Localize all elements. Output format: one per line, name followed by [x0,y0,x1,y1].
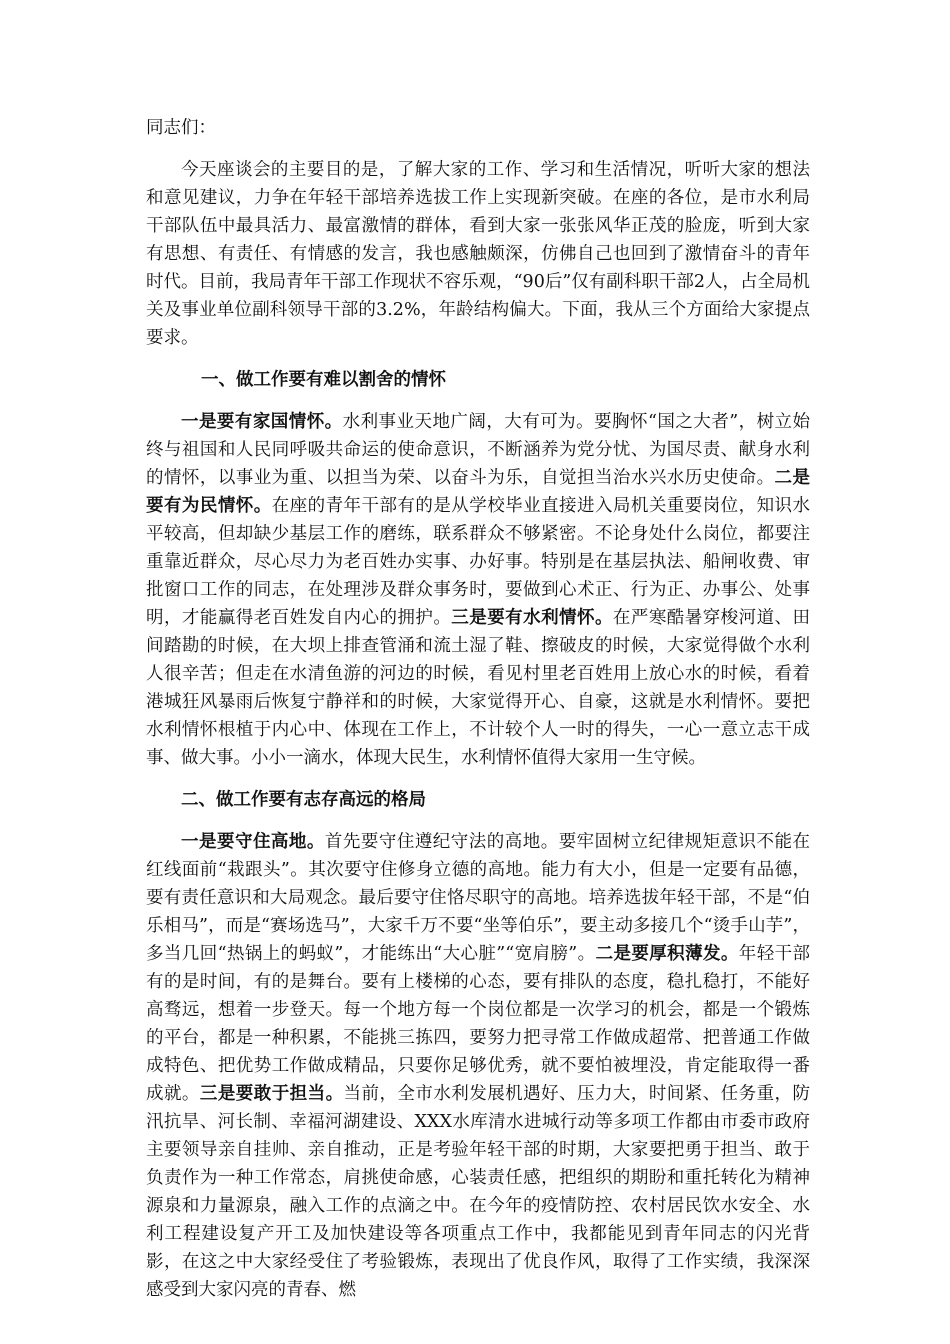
section-2-heading: 二、做工作要有志存高远的格局 [181,790,426,810]
intro-paragraph: 今天座谈会的主要目的是，了解大家的工作、学习和生活情况，听听大家的想法和意见建议，力争在年轻干部培养选拔工作上实现新突破。在座的各位，是市水利局干部队伍中最具活力、最富激情的群体，看到大家一张张风华正茂的脸庞，听到大家有思想、有责任、有情感的发言，我也感触颇深，仿佛自己也回到了激情奋斗的青年时代。目前，我局青年干部工作现状不容乐观，“90后”仅有副科职干部2人，占全局机关及事业单位副科领导干部的3.2%，年龄结构偏大。下面，我从三个方面给大家提点要求。 [146,160,810,348]
section-2-text-3: 当前，全市水利发展机遇好、压力大，时间紧、任务重，防汛抗旱、河长制、幸福河湖建设、XXX水库清水进城行动等多项工作都由市委市政府主要领导亲自挂帅、亲自推动，正是考验年轻干部的时期，大家要把勇于担当、敢于负责作为一种工作常态，肩挑使命感，心装责任感，把组织的期盼和重托转化为精神源泉和力量源泉，融入工作的点滴之中。在今年的疫情防控、农村居民饮水安全、水利工程建设复产开工及加快建设等各项重点工作中，我都能见到青年同志的闪光背影，在这之中大家经受住了考验锻炼，表现出了优良作风，取得了工作实绩，我深深感受到大家闪亮的青春、燃 [146,1084,811,1300]
section-2-text-2: 年轻干部有的是时间，有的是舞台。要有上楼梯的心态，要有排队的态度，稳扎稳打，不能好高骛远，想着一步登天。每一个地方每一个岗位都是一次学习的机会，都是一个锻炼的平台，都是一种积累，不能挑三拣四，要努力把寻常工作做成超常、把普通工作做成特色、把优势工作做成精品，只要你足够优秀，就不要怕被埋没，肯定能取得一番成就。 [146,944,811,1104]
section-1-point-3: 三是要有水利情怀。 [451,608,613,628]
section-1-text-1: 水利事业天地广阔，大有可为。要胸怀“国之大者”，树立始终与祖国和人民同呼吸共命运的使命意识，不断涵养为党分忧、为国尽责、献身水利的情怀，以事业为重、以担当为荣、以奋斗为乐，自觉担当治水兴水历史使命。 [146,412,810,488]
greeting: 同志们： [146,118,216,138]
section-1-paragraph [146,408,810,772]
section-1-text-3: 在严寒酷暑穿梭河道、田间踏勘的时候，在大坝上排查管涌和流土湿了鞋、擦破皮的时候，大家觉得做个水利人很辛苦；但走在水清鱼游的河边的时候，看见村里老百姓用上放心水的时候，看着港城狂风暴雨后恢复宁静祥和的时候，大家觉得开心、自豪，这就是水利情怀。要把水利情怀根植于内心中、体现在工作上，不计较个人一时的得失，一心一意立志干成事、做大事。小小一滴水，体现大民生，水利情怀值得大家用一生守候。 [146,608,811,768]
section-2-point-2: 二是要厚积薄发。 [595,944,739,964]
section-1-point-2: 二是要有为民情怀。 [146,468,811,516]
section-2-text-1: 首先要守住遵纪守法的高地。要牢固树立纪律规矩意识不能在红线面前“栽跟头”。其次要守住修身立德的高地。能力有大小，但是一定要有品德，要有责任意识和大局观念。最后要守住恪尽职守的高地。培养选拔年轻干部，不是“伯乐相马”，而是“赛场选马”，大家千万不要“坐等伯乐”，要主动多接几个“烫手山芋”，多当几回“热锅上的蚂蚁”，才能练出“大心脏”“宽肩膀”。 [146,832,811,964]
section-2-point-3: 三是要敢于担当。 [199,1084,344,1104]
section-1-point-1: 一是要有家国情怀。 [181,412,343,432]
document-page [146,114,810,1304]
section-1-text-2: 在座的青年干部有的是从学校毕业直接进入局机关重要岗位，知识水平较高，但却缺少基层工作的磨练，联系群众不够紧密。不论身处什么岗位，都要注重靠近群众，尽心尽力为老百姓办实事、办好事。特别是在基层执法、船闸收费、审批窗口工作的同志，在处理涉及群众事务时，要做到心术正、行为正、办事公、处事明，才能赢得老百姓发自内心的拥护。 [146,496,811,628]
section-2-point-1: 一是要守住高地。 [181,832,325,852]
section-1-heading: 一、做工作要有难以割舍的情怀 [201,370,446,390]
section-2-paragraph [146,828,810,1304]
